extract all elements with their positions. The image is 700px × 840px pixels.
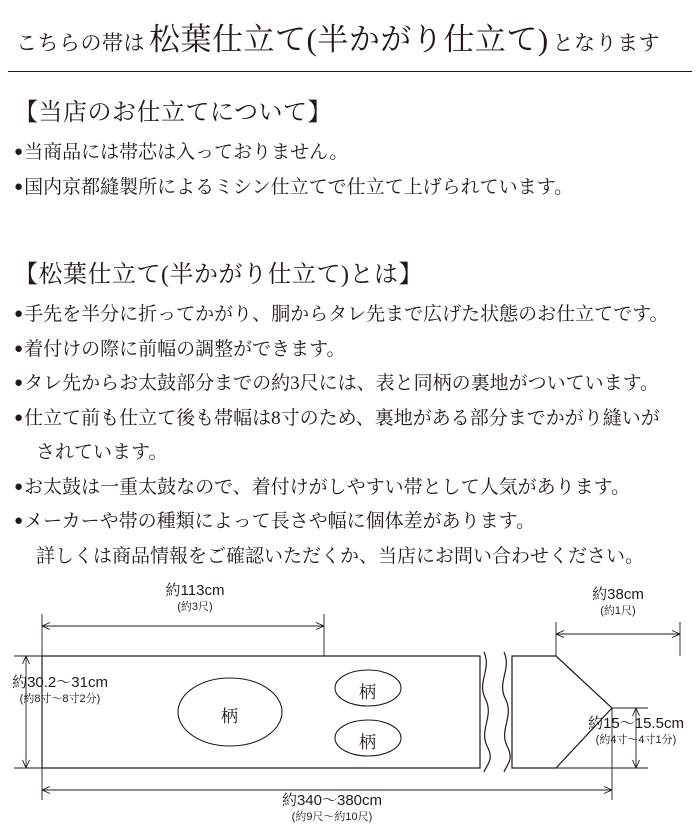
list-item: [14, 139, 686, 168]
dimension-top-length: 約113cm (約3尺): [165, 582, 225, 613]
list-item-text: メーカーや帯の種類によって長さや幅に個体差があります。: [24, 511, 536, 532]
list-item-continuation: 詳しくは商品情報をご確認いただくか、当店にお問い合わせください。: [36, 545, 645, 567]
pattern-label: 柄: [221, 707, 238, 726]
section-1-title: 【当店のお仕立てについて】: [14, 100, 333, 126]
list-item-text: 仕立て前も仕立て後も帯幅は8寸のため、裏地がある部分までかがり縫いが: [24, 407, 660, 429]
title-prefix: こちらの帯は: [16, 31, 145, 55]
list-item-text: 着付けの際に前幅の調整ができます。: [24, 338, 346, 360]
obi-dimension-diagram: [0, 578, 700, 840]
dimension-bottom-total: 約340〜380cm (約9尺〜約10尺): [281, 792, 383, 823]
bullet-dot-icon: ●: [14, 306, 24, 322]
section-matsuba-definition: [0, 254, 700, 571]
page-title: [0, 0, 700, 69]
list-item-text: 国内京都縫製所によるミシン仕立てで仕立て上げられています。: [24, 176, 574, 198]
list-item: [14, 508, 686, 537]
dimension-right-tip: 約15〜15.5cm (約4寸〜4寸1分): [588, 715, 684, 746]
dimension-left-width: 約30.2〜31cm (約8寸〜8寸2分): [12, 674, 108, 705]
obi-tip-shape: [512, 656, 612, 768]
title-emphasis: 松葉仕立て(半かがり仕立て): [149, 22, 549, 57]
list-item: [14, 474, 686, 503]
bullet-dot-icon: ●: [14, 478, 24, 495]
pattern-label: 柄: [359, 683, 376, 702]
list-item: [14, 336, 686, 365]
list-item-text: お太鼓は一重太鼓なので、着付けがしやすい帯として人気があります。: [24, 476, 631, 498]
section-about-tailoring: [0, 92, 700, 202]
list-item-continuation: されています。: [36, 442, 168, 463]
bullet-dot-icon: ●: [14, 409, 24, 426]
list-item: [14, 301, 686, 330]
bullet-dot-icon: ●: [14, 513, 24, 529]
header-divider: [8, 71, 692, 72]
section-2-title: 【松葉仕立て(半かがり仕立て)とは】: [14, 262, 423, 288]
list-item: [14, 370, 686, 399]
title-suffix: となります: [552, 31, 661, 55]
obi-body-shape: [42, 656, 480, 768]
bullet-dot-icon: ●: [14, 144, 24, 160]
list-item: [14, 174, 686, 203]
list-item-text: 当商品には帯芯は入っておりません。: [24, 142, 349, 163]
bullet-dot-icon: ●: [14, 340, 24, 357]
bullet-dot-icon: ●: [14, 375, 24, 391]
dimension-right-top: 約38cm (約1尺): [592, 586, 644, 617]
list-item-text: 手先を半分に折ってかがり、胴からタレ先まで広げた状態のお仕立てです。: [24, 304, 669, 325]
bullet-dot-icon: ●: [14, 178, 24, 195]
list-item: [14, 405, 686, 434]
list-item-text: タレ先からお太鼓部分までの約3尺には、表と同柄の裏地がついています。: [24, 373, 660, 394]
pattern-label: 柄: [359, 733, 376, 752]
